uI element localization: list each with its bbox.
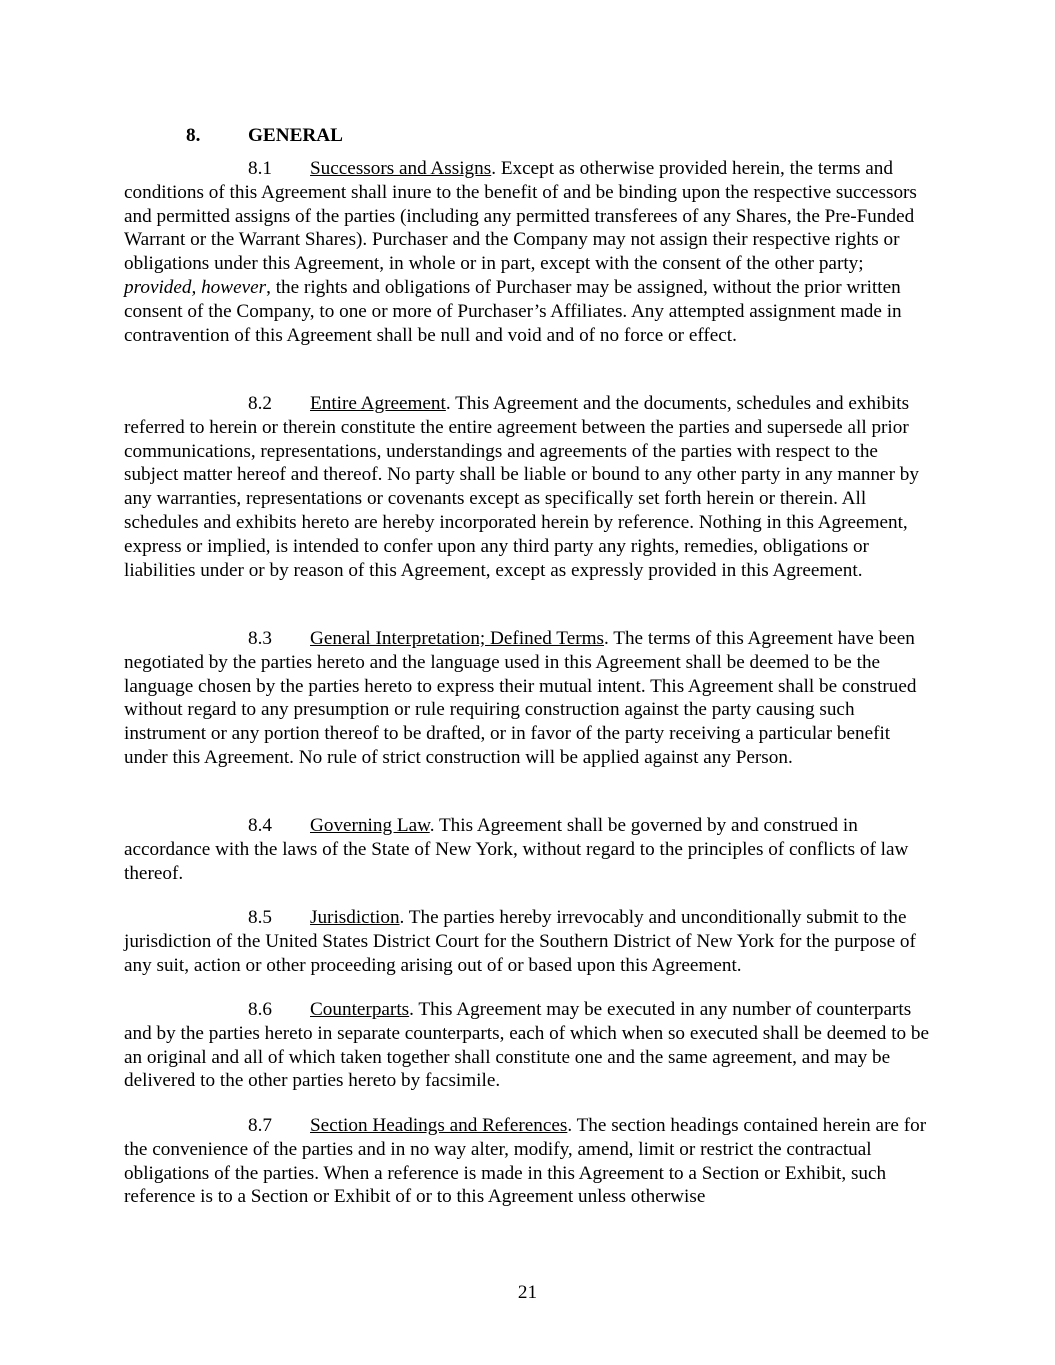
paragraph-number: 8.7: [248, 1115, 272, 1136]
paragraph-text: . This Agreement and the documents, schedules and exhibits referred to herein or therein constitute the entire agreement between the parties and supersede all prior communications, representations, understandings and agreements of the parties with respect to the subject matter hereof and thereof. No party shall be liable or bound to any other party in any manner by any warranties, representations or covenants except as specifically set forth herein or therein. All schedules and exhibits hereto are hereby incorporated herein by reference. Nothing in this Agreement, express or implied, is intended to confer upon any third party any rights, remedies, obligations or liabilities under or by reason of this Agreement, except as expressly provided in this Agreement.: [124, 393, 919, 581]
paragraph-8-7: [124, 1114, 934, 1209]
paragraph-text: . Except as otherwise provided herein, the terms and conditions of this Agreement shall inure to the benefit of and be binding upon the respective successors and permitted assigns of the parties (including any permitted transferees of any Shares, the Pre-Funded Warrant or the Warrant Shares). Purchaser and the Company may not assign their respective rights or obligations under this Agreement, in whole or in part, except with the consent of the other party;: [124, 158, 917, 275]
section-heading-title: GENERAL: [248, 125, 343, 146]
paragraph-title: General Interpretation; Defined Terms: [310, 628, 604, 649]
paragraph-text: . This Agreement may be executed in any number of counterparts and by the parties hereto in separate counterparts, each of which when so executed shall be deemed to be an original and all of which taken together shall constitute one and the same agreement, and may be delivered to the other parties hereto by facsimile.: [124, 999, 930, 1092]
paragraph-text: . This Agreement shall be governed by and construed in accordance with the laws of the State of New York, without regard to the principles of conflicts of law thereof.: [124, 815, 909, 884]
paragraph-number: 8.3: [248, 628, 272, 649]
paragraph-8-5: [124, 906, 934, 977]
paragraph-number: 8.5: [248, 907, 272, 928]
paragraph-8-1: [124, 157, 934, 347]
paragraph-italic-text: provided, however: [124, 276, 267, 298]
section-heading: [186, 124, 343, 148]
section-heading-number: 8.: [186, 125, 201, 146]
paragraph-8-2: [124, 392, 934, 582]
paragraph-text: , the rights and obligations of Purchaser may be assigned, without the prior written consent of the Company, to one or more of Purchaser’s Affiliates. Any attempted assignment made in contravention of this Agreement shall be null and void and of no force or effect.: [124, 276, 902, 346]
paragraph-8-6: [124, 998, 934, 1093]
paragraph-title: Entire Agreement: [310, 393, 446, 414]
paragraph-title: Counterparts: [310, 999, 410, 1020]
paragraph-text: . The parties hereby irrevocably and unconditionally submit to the jurisdiction of the United States District Court for the Southern District of New York for the purpose of any suit, action or other proceeding arising out of or based upon this Agreement.: [124, 907, 916, 976]
paragraph-number: 8.4: [248, 815, 272, 836]
paragraph-title: Successors and Assigns: [310, 158, 492, 179]
paragraph-number: 8.6: [248, 999, 272, 1020]
page-number: 21: [517, 1282, 538, 1303]
paragraph-text: . The section headings contained herein are for the convenience of the parties and in no way alter, modify, amend, limit or restrict the contractual obligations of the parties. When a reference is made in this Agreement to a Section or Exhibit, such reference is to a Section or Exhibit of or to this Agreement unless otherwise: [124, 1115, 927, 1208]
paragraph-8-4: [124, 814, 934, 885]
paragraph-number: 8.1: [248, 158, 272, 179]
paragraph-title: Governing Law: [310, 815, 430, 836]
paragraph-title: Section Headings and References: [310, 1115, 568, 1136]
paragraph-text: . The terms of this Agreement have been negotiated by the parties hereto and the language used in this Agreement shall be deemed to be the language chosen by the parties hereto to express their mutual intent. This Agreement shall be construed without regard to any presumption or rule requiring construction against the party causing such instrument or any portion thereof to be drafted, or in favor of the party receiving a particular benefit under this Agreement. No rule of strict construction will be applied against any Person.: [124, 628, 917, 768]
paragraph-8-3: [124, 627, 934, 770]
paragraph-number: 8.2: [248, 393, 272, 414]
paragraph-title: Jurisdiction: [310, 907, 400, 928]
